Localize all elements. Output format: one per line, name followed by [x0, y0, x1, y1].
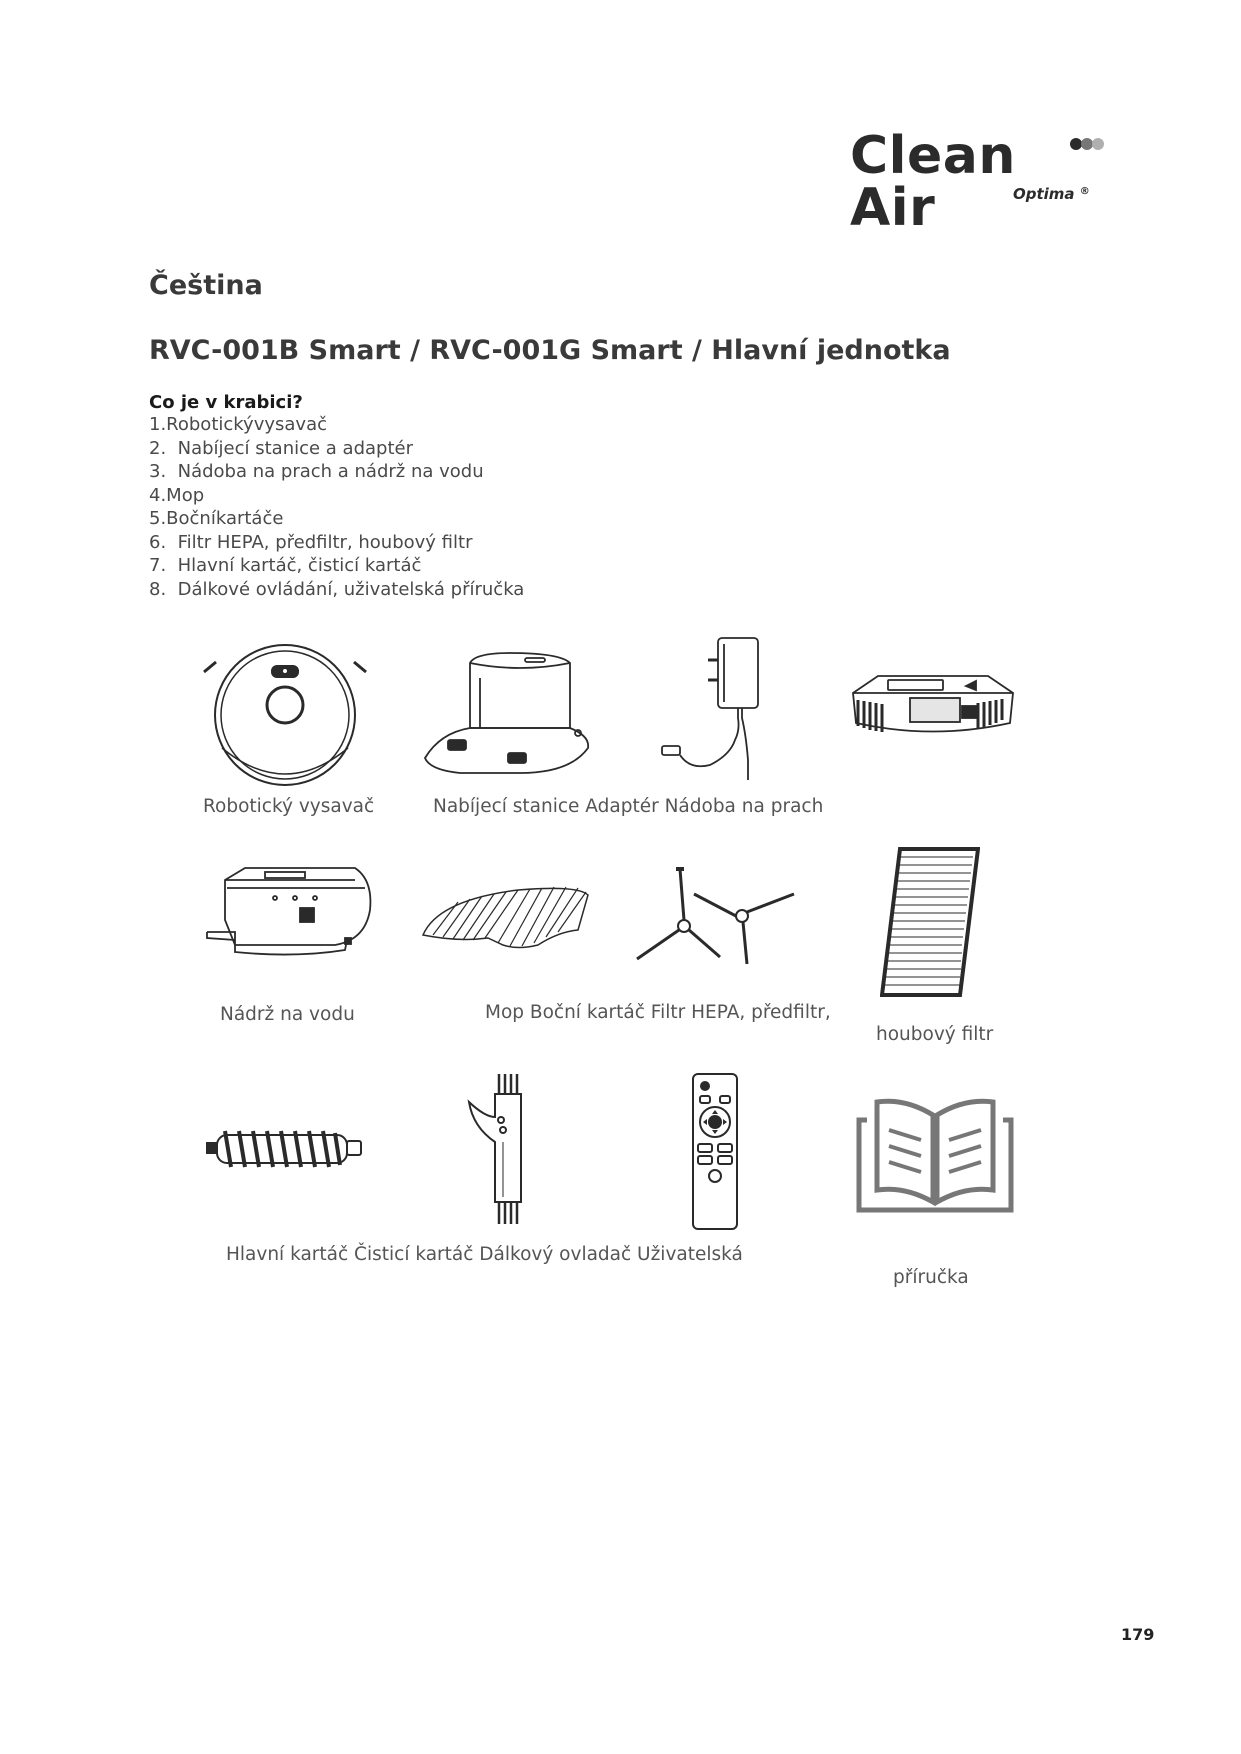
caption-water-tank: Nádrž na vodu [220, 1004, 355, 1025]
caption-station-adapter-bin: Nabíjecí stanice Adaptér Nádoba na prach [433, 796, 824, 817]
box-contents-heading: Co je v krabici? [149, 392, 303, 413]
adapter-illustration [650, 630, 780, 790]
list-item: 5.Bočníkartáče [149, 508, 284, 529]
hepa-filter-illustration [880, 845, 980, 1000]
user-manual-illustration [855, 1090, 1015, 1215]
caption-sponge-filter: houbový filtr [876, 1024, 994, 1045]
side-brushes-illustration [632, 864, 807, 969]
caption-robot-vacuum: Robotický vysavač [203, 796, 375, 817]
dust-bin-illustration [848, 668, 1018, 748]
list-item: 6. Filtr HEPA, předfiltr, houbový filtr [149, 531, 473, 553]
charging-station-illustration [420, 648, 595, 778]
list-item: 8. Dálkové ovládání, uživatelská příručka [149, 578, 525, 600]
logo-registered-mark: ® [1079, 186, 1090, 197]
water-tank-illustration [205, 860, 380, 970]
logo-wordmark: Clean Air [850, 126, 1016, 238]
list-item: 7. Hlavní kartáč, čisticí kartáč [149, 555, 422, 576]
page-number: 179 [1121, 1625, 1155, 1644]
document-title: RVC-001B Smart / RVC-001G Smart / Hlavní jednotka [149, 335, 951, 366]
remote-control-illustration [690, 1072, 740, 1232]
mop-illustration [418, 880, 593, 960]
cleaning-brush-illustration [465, 1072, 535, 1232]
logo-optima-text: Optima [1013, 185, 1075, 203]
language-title: Čeština [149, 270, 263, 301]
list-item: 2. Nabíjecí stanice a adaptér [149, 437, 413, 459]
list-item: 4.Mop [149, 484, 205, 506]
box-contents-list [149, 413, 524, 601]
caption-brushes-remote-manual: Hlavní kartáč Čisticí kartáč Dálkový ovladač Uživatelská [226, 1244, 743, 1265]
logo-subbrand [1013, 187, 1090, 202]
brand-logo [850, 126, 1100, 238]
list-item: 3. Nádoba na prach a nádrž na vodu [149, 461, 484, 482]
list-item: 1.Robotickývysavač [149, 414, 328, 435]
caption-manual: příručka [893, 1267, 969, 1288]
logo-dots-icon [1068, 133, 1108, 155]
main-brush-illustration [205, 1125, 365, 1175]
robot-vacuum-illustration [200, 640, 370, 790]
caption-mop-brush-filter: Mop Boční kartáč Filtr HEPA, předfiltr, [485, 1002, 831, 1023]
